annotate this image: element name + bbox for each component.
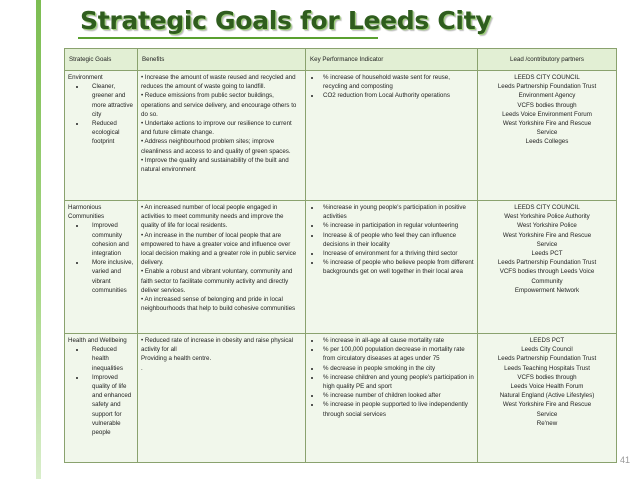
benefit-item: • An increase in the number of local people that are empowered to have a greater voice and influence over local decision making and a greater role in public service delivery. [141, 231, 297, 267]
benefit-item: • Undertake actions to improve our resilience to current and future climate change. [141, 120, 292, 137]
table-row [65, 201, 617, 334]
kpi-item: • CO2 reduction from Local Authority operations [321, 91, 474, 100]
table-header-row [65, 49, 617, 71]
partner-line: LEEDS CITY COUNCIL [514, 74, 580, 81]
goal-bullet: • Improved quality of life and enhanced safety and support for vulnerable people [86, 373, 134, 437]
partner-line: West Yorkshire Fire and Rescue [502, 120, 592, 128]
partner-line: VCFS bodies through [517, 101, 577, 109]
kpi-item: • %increase in young people's participation in positive activities [321, 203, 474, 221]
benefit-item: • Enable a robust and vibrant voluntary, community and faith sector to facilitate community activity and directly deliver services. [141, 268, 293, 294]
benefit-item: • Improve the quality and sustainability of the built and natural environment [141, 156, 289, 174]
strategic-goals-table [64, 48, 617, 463]
partner-line: West Yorkshire Fire and Rescue [502, 401, 592, 409]
goal-bullet: • Cleaner, greener and more attractive city [86, 82, 134, 119]
kpi-item: • % increase children and young people's participation in high quality PE and sport [321, 373, 474, 391]
kpi-item: • % increase in participation in regular volunteering [321, 221, 474, 230]
kpi-cell [306, 334, 478, 463]
partner-line: Environment Agency [518, 92, 576, 100]
page-number: 41 [619, 455, 630, 465]
partner-line: West Yorkshire Police Authority [504, 213, 590, 221]
kpi-item: • Increase of environment for a thriving third sector [321, 249, 474, 258]
page-title: Strategic Goals for Leeds City [80, 6, 492, 35]
left-accent-bar [36, 0, 41, 479]
partners-cell [478, 71, 617, 201]
partners-cell [478, 334, 617, 463]
goal-bullet: • Improved community cohesion and integration [86, 221, 134, 258]
partner-line: Empowerment Network [514, 286, 580, 294]
benefit-item: . [141, 364, 143, 372]
benefits-cell [138, 201, 306, 334]
goal-name: Harmonious Communities [68, 204, 105, 221]
goal-name: Health and Wellbeing [68, 337, 127, 344]
kpi-item: • % increase number of children looked after [321, 391, 474, 400]
benefits-cell [138, 334, 306, 463]
partner-line: Leeds Voice Environment Forum [502, 110, 592, 118]
header-benefits: Benefits [138, 49, 306, 71]
kpi-cell [306, 201, 478, 334]
goal-bullet: • More inclusive, varied and vibrant communities [86, 258, 134, 295]
kpi-list [309, 203, 474, 277]
kpi-cell [306, 71, 478, 201]
partner-line: LEEDS PCT [529, 337, 565, 344]
table-row [65, 71, 617, 201]
kpi-item: • % increase in all-age all cause mortality rate [321, 336, 474, 345]
partner-line: LEEDS CITY COUNCIL [514, 204, 580, 211]
partner-line: Service [536, 410, 558, 418]
benefit-item: • Increase the amount of waste reused and recycled and reduces the amount of waste going to landfill. [141, 74, 296, 91]
kpi-list [309, 336, 474, 419]
partner-line: West Yorkshire Fire and Rescue [502, 231, 592, 239]
partner-line: Natural England (Active Lifestyles) [499, 392, 595, 400]
partners-cell [478, 201, 617, 334]
benefit-item: • Reduce emissions from public sector buildings, operations and service delivery, and encourage others to do so. [141, 92, 297, 118]
partner-line: Leeds Voice Health Forum [510, 383, 584, 391]
kpi-item: • % increase of household waste sent for reuse, recycling and composting [321, 73, 474, 91]
partner-line: Service [536, 129, 558, 137]
kpi-list [309, 73, 474, 101]
kpi-item: • Increase & of people who feel they can influence decisions in their locality [321, 231, 474, 249]
partner-line: Leeds Colleges [525, 138, 569, 146]
partner-line: Leeds City Council [521, 346, 573, 354]
benefits-cell [138, 71, 306, 201]
goal-cell [65, 334, 138, 463]
kpi-item: • % increase in people supported to live independently through social services [321, 400, 474, 418]
kpi-item: • % decrease in people smoking in the city [321, 364, 474, 373]
benefit-item: • An increased sense of belonging and pride in local neighbourhoods that help to build cohesive communities [141, 296, 296, 313]
goal-name: Environment [68, 74, 103, 81]
kpi-item: • % per 100,000 population decrease in mortality rate from circulatory diseases at ages under 75 [321, 345, 474, 363]
partner-line: Leeds Partnership Foundation Trust [497, 259, 597, 267]
partner-line: Service [536, 240, 558, 248]
benefit-item: Providing a health centre. [141, 355, 212, 363]
table-row [65, 334, 617, 463]
header-strategic-goals: Strategic Goals [65, 49, 138, 71]
partner-line: West Yorkshire Police [517, 222, 577, 230]
benefit-item: • Address neighbourhood problem sites; improve cleanliness and access to and quality of green spaces. [141, 138, 291, 155]
goal-cell [65, 201, 138, 334]
partner-line: VCFS bodies through [517, 373, 577, 381]
partner-line: VCFS bodies through Leeds Voice [499, 268, 595, 276]
benefit-item: • An increased number of local people engaged in activities to meet community needs and improve the quality of life for local residents. [141, 204, 284, 230]
goal-bullet-list [68, 345, 134, 437]
goal-bullet: • Reduced health inequalities [86, 345, 134, 373]
kpi-item: • % increase of people who believe people from different backgrounds get on well together in their local area [321, 258, 474, 276]
partner-line: Leeds Teaching Hospitals Trust [504, 364, 590, 372]
title-underline [78, 37, 378, 39]
partner-line: Leeds PCT [531, 250, 563, 258]
header-kpi: Key Performance Indicator [306, 49, 478, 71]
goal-bullet-list [68, 82, 134, 146]
goal-bullet: • Reduced ecological footprint [86, 119, 134, 147]
partner-line: Leeds Partnership Foundation Trust [497, 83, 597, 91]
benefit-item: • Reduced rate of increase in obesity and raise physical activity for all [141, 337, 294, 354]
goal-bullet-list [68, 221, 134, 295]
partner-line: Re'new [536, 419, 558, 427]
partner-line: Community [531, 277, 563, 285]
partner-line: Leeds Partnership Foundation Trust [497, 355, 597, 363]
goal-cell [65, 71, 138, 201]
header-partners: Lead /contributory partners [478, 49, 617, 71]
